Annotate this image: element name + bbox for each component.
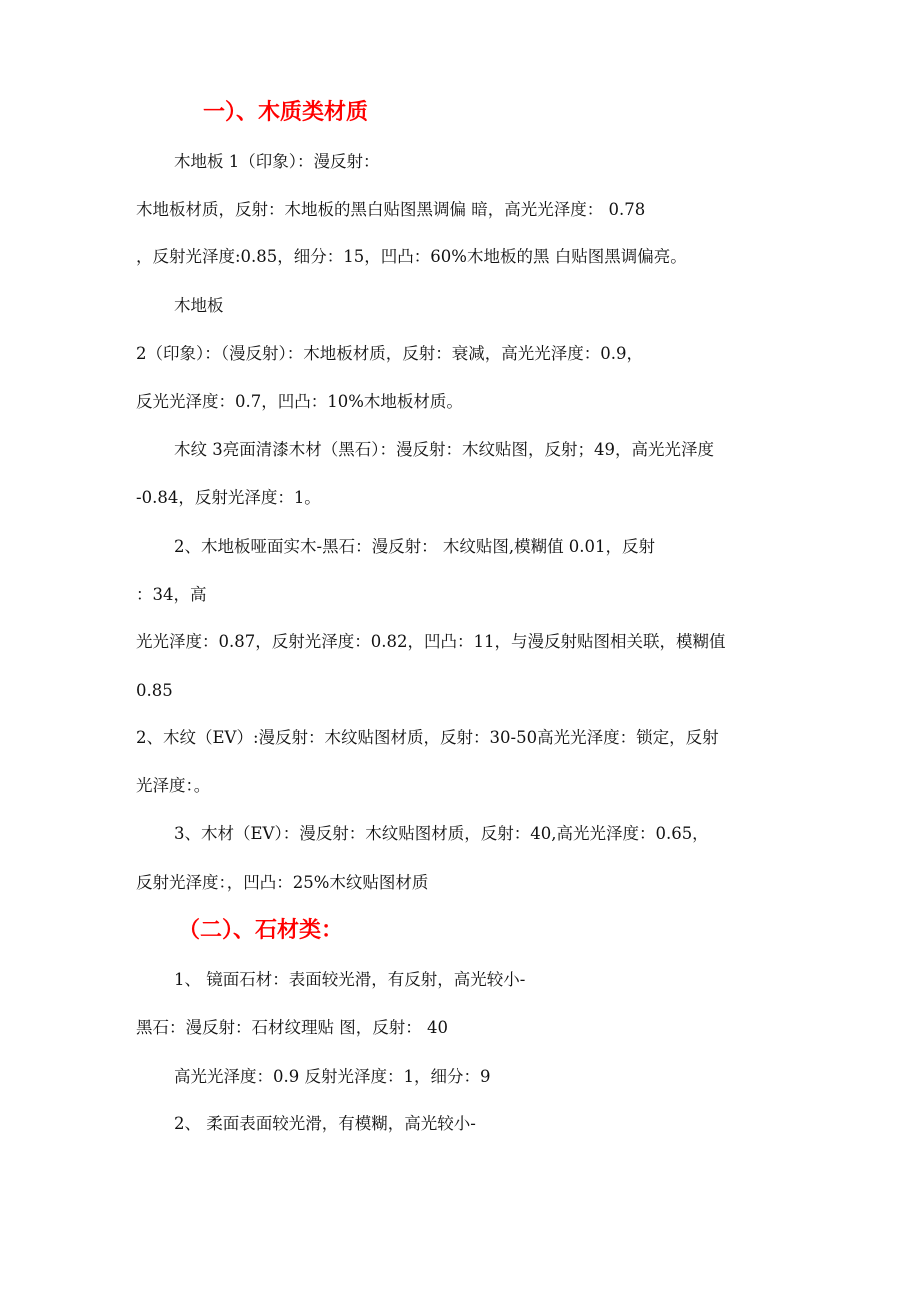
text-line: ：34，高 — [136, 585, 207, 604]
text-line: 2、 柔面表面较光滑，有模糊，高光较小- — [174, 1114, 476, 1133]
section-heading-stone: （二）、石材类： — [178, 918, 344, 943]
text-line: 黑石：漫反射：石材纹理贴 图，反射： 40 — [136, 1018, 448, 1037]
text-line: 反光光泽度：0.7，凹凸：10%木地板材质。 — [136, 392, 463, 411]
text-line: 光泽度：。 — [136, 776, 211, 795]
text-line: 0.85 — [136, 681, 173, 700]
text-line: 2（印象）：（漫反射）：木地板材质，反射：衰减，高光光泽度：0.9， — [136, 344, 643, 363]
text-line: ，反射光泽度:0.85，细分：15，凹凸：60%木地板的黑 白贴图黑调偏亮。 — [136, 247, 687, 266]
text-line: 2、木纹（EV）:漫反射：木纹贴图材质，反射：30-50高光光泽度：锁定，反射 — [136, 728, 719, 747]
text-line: 木纹 3亮面清漆木材（黑石）：漫反射：木纹贴图，反射；49，高光光泽度 — [174, 440, 714, 459]
text-line: 高光光泽度：0.9 反射光泽度：1，细分：9 — [174, 1067, 491, 1086]
text-line: 木地板材质，反射：木地板的黑白贴图黑调偏 暗，高光光泽度： 0.78 — [136, 200, 646, 219]
text-line: -0.84，反射光泽度：1。 — [136, 488, 321, 507]
text-line: 木地板 1（印象）：漫反射： — [174, 152, 380, 171]
text-line: 反射光泽度：，凹凸：25%木纹贴图材质 — [136, 873, 429, 892]
text-line: 3、木材（EV）：漫反射：木纹贴图材质，反射：40,高光光泽度：0.65， — [174, 824, 709, 843]
text-line: 2、木地板哑面实木-黑石：漫反射： 木纹贴图,模糊值 0.01，反射 — [174, 537, 656, 556]
section-heading-wood: 一）、木质类材质 — [203, 100, 369, 125]
text-line: 光光泽度：0.87，反射光泽度：0.82，凹凸：11，与漫反射贴图相关联，模糊值 — [136, 632, 726, 651]
text-line: 木地板 — [174, 296, 224, 315]
text-line: 1、 镜面石材：表面较光滑，有反射，高光较小- — [174, 970, 526, 989]
